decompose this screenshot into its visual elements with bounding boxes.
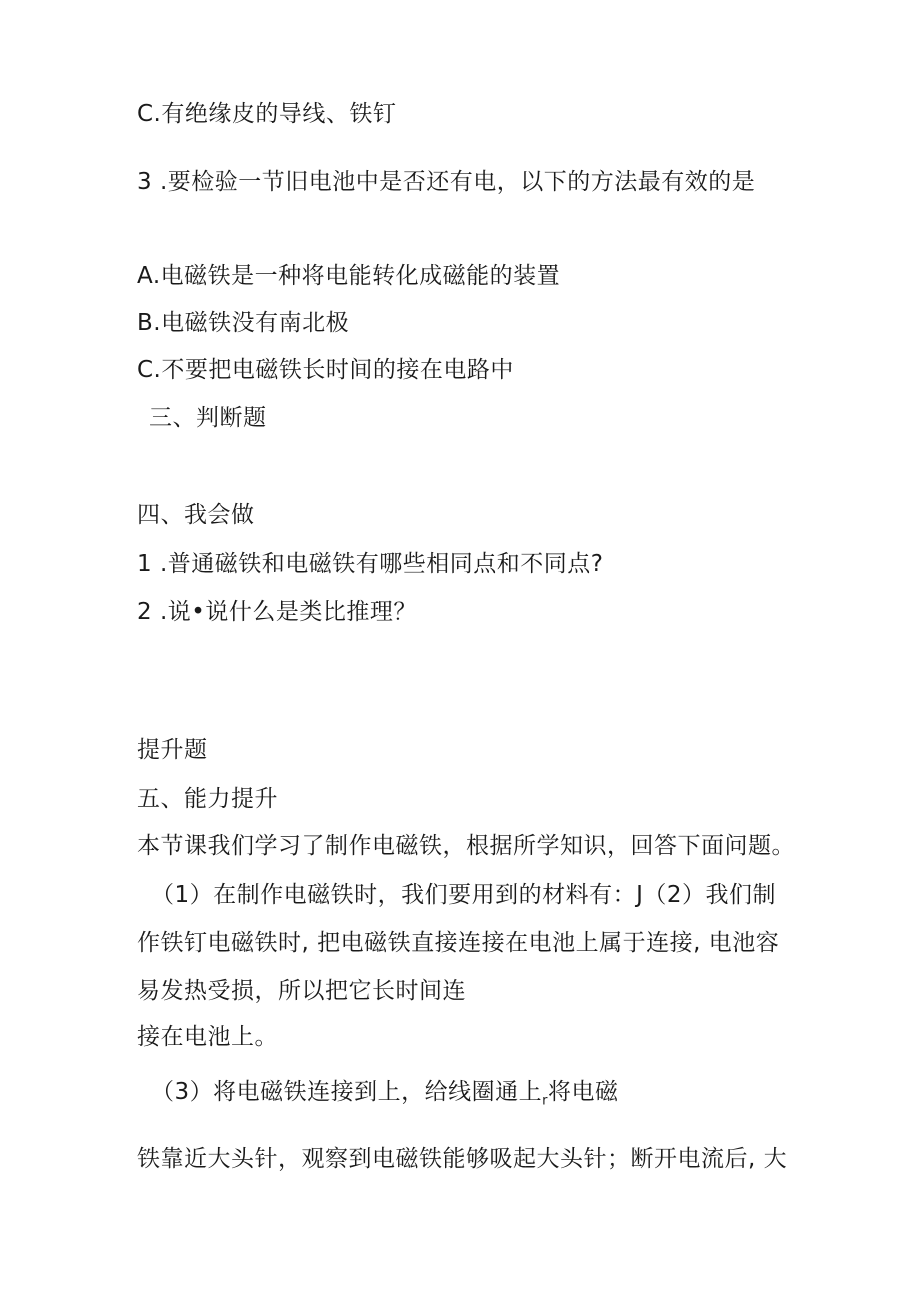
paragraph-item-3-text: （3）将电磁铁连接到上，给线圈通上 (151, 1079, 543, 1105)
paragraph-item-2-end: 接在电池上。 (137, 1024, 278, 1050)
question-2: 2 .说•说什么是类比推理？ (137, 599, 417, 625)
option-c-line-2: C.不要把电磁铁长时间的接在电路中 (137, 357, 514, 383)
section-heading-ability: 五、能力提升 (137, 786, 278, 812)
section-heading-judgement: 三、判断题 (149, 405, 267, 431)
paragraph-item-2-cont: 易发热受损，所以把它长时间连 (137, 978, 466, 1004)
option-b-line: B.电磁铁没有南北极 (137, 310, 350, 336)
option-c-line: C.有绝缘皮的导线、铁钉 (137, 101, 397, 127)
paragraph-item-3 (151, 1077, 619, 1117)
option-a-line: A.电磁铁是一种将电能转化成磁能的装置 (137, 263, 561, 289)
heading-advanced: 提升题 (137, 737, 208, 763)
subscript-mark: r (542, 1093, 548, 1109)
paragraph-intro: 本节课我们学习了制作电磁铁，根据所学知识，回答下面问题。 (137, 833, 795, 859)
question-1: 1 .普通磁铁和电磁铁有哪些相同点和不同点? (137, 551, 604, 577)
paragraph-item-3-cont: 铁靠近大头针，观察到电磁铁能够吸起大头针；断开电流后, 大 (137, 1146, 788, 1172)
section-heading-i-can-do: 四、我会做 (137, 502, 255, 528)
paragraph-item-1: （1）在制作电磁铁时，我们要用到的材料有：J（2）我们制 (151, 882, 777, 908)
paragraph-item-2: 作铁钉电磁铁时, 把电磁铁直接连接在电池上属于连接, 电池容 (137, 930, 780, 956)
question-3: 3 .要检验一节旧电池中是否还有电，以下的方法最有效的是 (137, 169, 756, 195)
paragraph-item-3-text-end: 将电磁 (548, 1079, 619, 1105)
